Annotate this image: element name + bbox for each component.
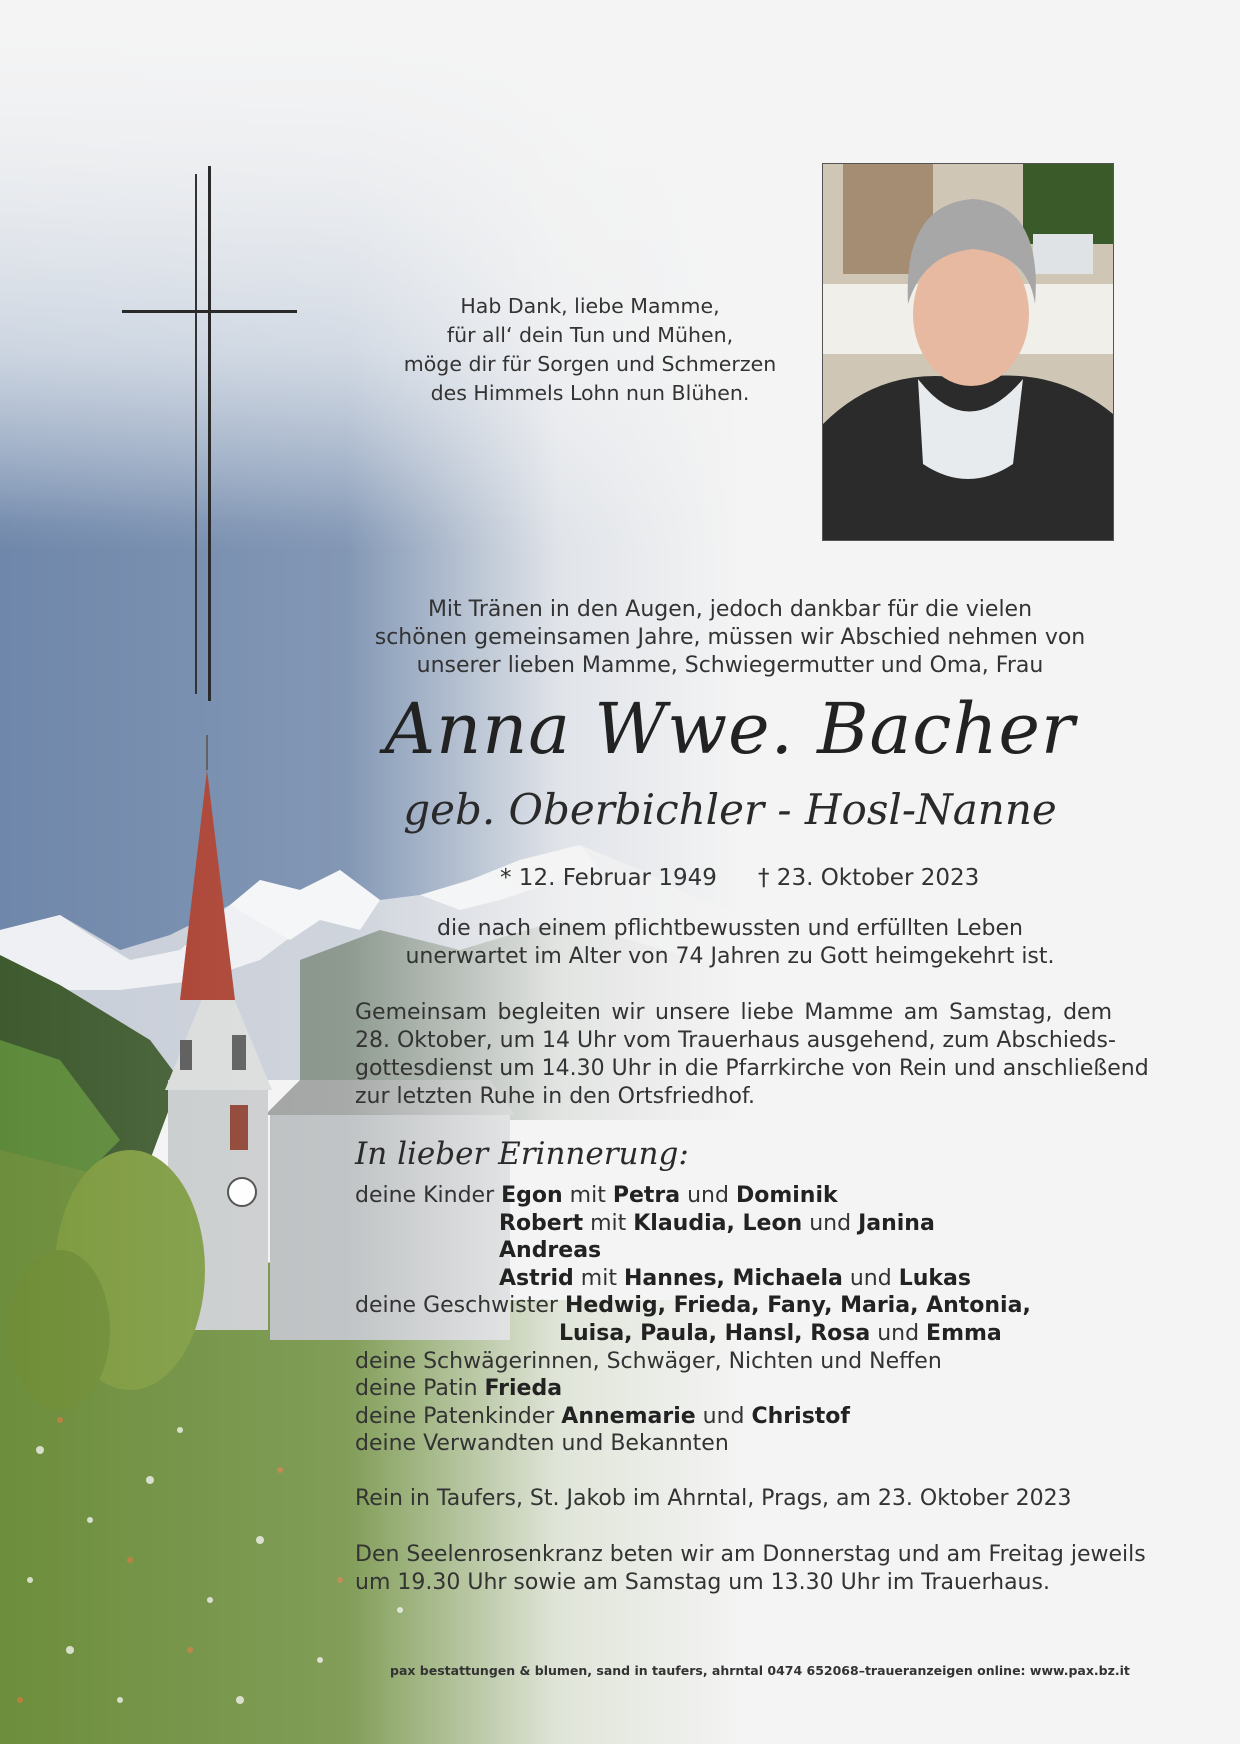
memory-heading: In lieber Erinnerung: xyxy=(355,1136,689,1172)
poem-line: möge dir für Sorgen und Schmerzen xyxy=(403,352,777,376)
mourner-line-godchildren: deine Patenkinder Annemarie und Christof xyxy=(355,1403,850,1429)
deceased-name: Anna Wwe. Bacher xyxy=(384,688,1076,770)
mourner-line-child: Astrid mit Hannes, Michaela und Lukas xyxy=(499,1265,971,1291)
intro-line: schönen gemeinsamen Jahre, müssen wir Abschied nehmen von xyxy=(374,625,1086,650)
ceremony-line: zur letzten Ruhe in den Ortsfriedhof. xyxy=(355,1084,756,1109)
age-line: unerwartet im Alter von 74 Jahren zu Gott heimgekehrt ist. xyxy=(405,944,1055,969)
birth-date: * 12. Februar 1949 xyxy=(500,865,717,891)
mourner-line-child: Andreas xyxy=(499,1238,602,1264)
rosary-line: Den Seelenrosenkranz beten wir am Donnerstag und am Freitag jeweils xyxy=(355,1542,1146,1567)
mourner-line-children: deine Kinder Egon mit Petra und Dominik xyxy=(355,1183,838,1208)
place-and-date: Rein in Taufers, St. Jakob im Ahrntal, Prags, am 23. Oktober 2023 xyxy=(355,1486,1072,1511)
death-date: † 23. Oktober 2023 xyxy=(758,865,980,891)
cross-vertical-beam xyxy=(208,166,211,701)
maiden-name: geb. Oberbichler - Hosl-Nanne xyxy=(403,785,1057,834)
mourner-line-godmother: deine Patin Frieda xyxy=(355,1376,563,1402)
ceremony-line: 28. Oktober, um 14 Uhr vom Trauerhaus ausgehend, zum Abschieds- xyxy=(355,1028,1116,1053)
poem xyxy=(380,292,800,408)
ceremony-line: Gemeinsam begleiten wir unsere liebe Mamme am Samstag, dem xyxy=(355,1000,1112,1025)
intro-text xyxy=(330,596,1130,680)
ceremony-text xyxy=(355,999,1149,1111)
poem-line: für all‘ dein Tun und Mühen, xyxy=(446,323,734,347)
age-line: die nach einem pflichtbewussten und erfüllten Leben xyxy=(437,916,1023,941)
mourner-line-siblings: deine Geschwister Hedwig, Frieda, Fany, Maria, Antonia, xyxy=(355,1293,1031,1319)
intro-line: unserer lieben Mamme, Schwiegermutter und Oma, Frau xyxy=(416,653,1044,678)
cross-thin-line xyxy=(195,174,197,694)
cross-horizontal-beam xyxy=(122,310,297,313)
footer-credits: pax bestattungen & blumen, sand in taufers, ahrntal 0474 652068–traueranzeigen online: www.pax.bz.it xyxy=(390,1663,1130,1678)
mourner-line-siblings-cont: Luisa, Paula, Hansl, Rosa und Emma xyxy=(559,1320,1002,1346)
rosary-line: um 19.30 Uhr sowie am Samstag um 13.30 Uhr im Trauerhaus. xyxy=(355,1570,1050,1595)
portrait-photo xyxy=(822,163,1114,541)
mourners-list xyxy=(355,1182,1135,1458)
age-text xyxy=(330,915,1130,971)
intro-line: Mit Tränen in den Augen, jedoch dankbar für die vielen xyxy=(427,597,1033,622)
ceremony-line: gottesdienst um 14.30 Uhr in die Pfarrkirche von Rein und anschließend xyxy=(355,1056,1149,1081)
poem-line: des Himmels Lohn nun Blühen. xyxy=(430,381,750,405)
rosary-text xyxy=(355,1541,1146,1597)
poem-line: Hab Dank, liebe Mamme, xyxy=(460,294,720,318)
mourner-line-relatives: deine Verwandten und Bekannten xyxy=(355,1431,729,1457)
mourner-line-inlaws: deine Schwägerinnen, Schwäger, Nichten und Neffen xyxy=(355,1348,942,1374)
mourner-line-child: Robert mit Klaudia, Leon und Janina xyxy=(499,1210,935,1236)
